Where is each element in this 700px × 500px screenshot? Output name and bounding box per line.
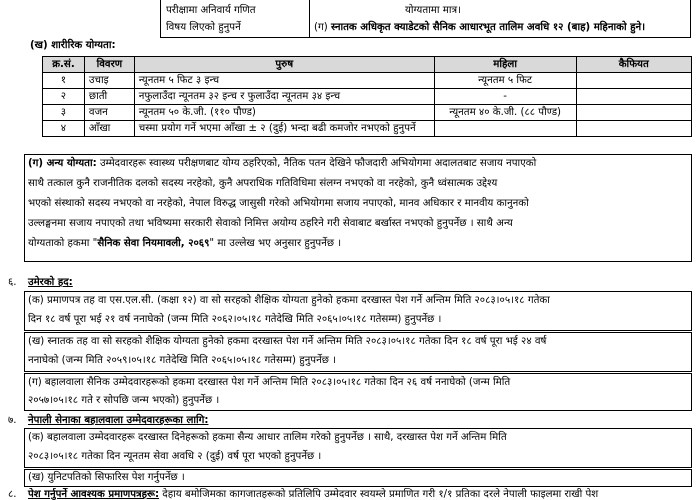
cell-detail: छाती: [84, 89, 134, 105]
header-female: महिला: [434, 57, 576, 73]
other-qual-line-2: साथै तत्काल कुनै राजनीतिक दलको सदस्य नरहेको, कुनै अपराधिक गतिविधिमा संलग्न नभएको वा नरहेको, कुनै ध्वंसात्मक उद्देश्य: [28, 178, 498, 189]
other-qual-last-bold: सैनिक सेवा नियमावली, २०६९: [97, 238, 210, 249]
physical-table-header: [43, 57, 692, 73]
army-b-line: (ख) युनिटपतिको सिफारिस पेश गर्नुपर्नेछ ।: [28, 472, 185, 483]
other-qual-last-prefix: योग्यताको हकमा ": [28, 238, 98, 249]
cell-remarks: [576, 89, 691, 105]
section-8-heading: पेश गर्नुपर्ने आवश्यक प्रमाणपत्रहरू:: [28, 489, 160, 500]
cell-sn: १: [43, 73, 85, 89]
cell-male: न्यूनतम ५ फिट ३ इन्च: [134, 73, 434, 89]
physical-heading: (ख) शारीरिक योग्यता:: [30, 40, 116, 51]
army-a-line-1: (क) बहालवाला उम्मेदवारहरू दरखास्त दिनेहरूको हकमा सैन्य आधार तालिम गरेको हुनुपर्नेछ । साथै, दरखास्त पेश गर्ने अन्तिम मिति: [28, 432, 507, 443]
top-left-line-1: परीक्षामा अनिवार्य गणित: [166, 5, 256, 16]
section-8-text-1: देहाय बमोजिमका कागजातहरूको प्रतिलिपि उम्मेदवार स्वयम्ले प्रमाणित गरी १/१ प्रतिका दरले नेपाली फाइलमा राखी पेश: [162, 489, 599, 500]
header-remarks: कैफियत: [576, 57, 691, 73]
top-right-line-2: [314, 21, 645, 35]
top-right-line-1: योग्यतामा मात्र।: [405, 5, 461, 16]
cell-female: -: [434, 89, 576, 105]
cell-sn: ३: [43, 105, 85, 121]
cell-female: [434, 121, 576, 137]
army-a-line-2: २०८३।०५।१८ गतेका दिन न्यूनतम सेवा अवधि २ (दुई) वर्ष पूरा भएको हुनुपर्नेछ ।: [28, 451, 322, 462]
header-detail: विवरण: [84, 57, 134, 73]
section-7-heading: नेपाली सेनाका बहालवाला उम्मेदवारहरूका लागि:: [28, 415, 209, 426]
section-8-number: ८.: [8, 489, 17, 500]
section-8-line-1: [28, 488, 598, 500]
top-right-prefix: (ग): [314, 22, 331, 33]
cell-female: न्यूनतम ४० के.जी. (८८ पौण्ड): [434, 105, 576, 121]
table-row: [43, 73, 692, 89]
age-c-line-2: २०५७।०५।१८ गते र सोपछि जन्म भएको) हुनुपर्नेछ ।: [28, 395, 220, 406]
cell-male: न्यूनतम ५० के.जी. (११० पौण्ड): [134, 105, 434, 121]
other-qual-last-suffix: " मा उल्लेख भए अनुसार हुनुपर्नेछ ।: [209, 238, 342, 249]
cell-male: चस्मा प्रयोग गर्ने भएमा आँखा ± २ (दुई) भन्दा बढी कमजोर नभएको हुनुपर्ने: [134, 121, 434, 137]
header-sn: क्र.सं.: [43, 57, 85, 73]
age-a-line-1: (क) प्रमाणपत्र तह वा एस.एल.सी. (कक्षा १२) वा सो सरहको शैक्षिक योग्यता हुनेको हकमा दरखास्त पेश गर्ने अन्तिम मिति २०८३।०५।१८ गतेका: [28, 295, 550, 306]
cell-detail: उचाइ: [84, 73, 134, 89]
cell-remarks: [576, 105, 691, 121]
table-row: [43, 121, 692, 137]
age-b-line-1: (ख) स्नातक तह वा सो सरहको शैक्षिक योग्यता हुनेको हकमा दरखास्त पेश गर्ने अन्तिम मिति २०८३।०५।१८ गतेका दिन १८ वर्ष पूरा भई २४ वर्ष: [28, 336, 547, 347]
age-a-line-2: दिन १८ वर्ष पूरा भई २१ वर्ष ननाघेको (जन्म मिति २०६२।०५।१८ गतेदेखि मिति २०६५।०५।१८ गतेसम्म) हुनुपर्नेछ ।: [28, 314, 442, 325]
table-row: [43, 105, 692, 121]
other-qual-line-5: [28, 237, 341, 251]
physical-table: [42, 56, 692, 137]
other-qual-line-1: [28, 157, 536, 171]
cell-male: नफुलाउँदा न्यूनतम ३२ इन्च र फुलाउँदा न्यूनतम ३४ इन्च: [134, 89, 434, 105]
other-qual-line-3: भएको संस्थाको सदस्य नभएको वा नरहेको, नेपाल विरुद्ध जासुसी गरेको अभियोगमा सजाय नपाएको, मानव अधिकार र मानवीय कानुनको: [28, 198, 529, 209]
header-male: पुरुष: [134, 57, 434, 73]
cell-remarks: [576, 121, 691, 137]
section-7-number: ७.: [8, 415, 17, 426]
age-b-line-2: ननाघेको (जन्म मिति २०५९।०५।१८ गतेदेखि मिति २०६५।०५।१८ गतेसम्म) हुनुपर्नेछ ।: [28, 355, 336, 366]
section-6-heading: उमेरको हद:: [28, 277, 73, 288]
other-qual-text-1: उम्मेदवारहरू स्वास्थ्य परीक्षणबाट योग्य ठहरिएको, नैतिक पतन देखिने फौजदारी अभियोगमा अदालतबाट सजाय नपाएको: [99, 158, 537, 169]
other-qual-line-4: उल्लङ्घनमा सजाय नपाएको तथा भविष्यमा सरकारी सेवाको निमित्त अयोग्य ठहरिने गरी सेवाबाट बर्खास्त नभएको हुनुपर्नेछ । साथै अन्य: [28, 218, 513, 229]
cell-detail: वजन: [84, 105, 134, 121]
top-right-bold: स्नातक अधिकृत क्याडेटको सैनिक आधारभूत तालिम अवधि १२ (बाह) महिनाको हुने।: [330, 22, 646, 33]
cell-sn: २: [43, 89, 85, 105]
other-qual-label: (ग) अन्य योग्यता:: [28, 158, 97, 169]
table-row: [43, 89, 692, 105]
cell-detail: आँखा: [84, 121, 134, 137]
cell-remarks: [576, 73, 691, 89]
section-6-number: ६.: [8, 277, 17, 288]
age-c-line-1: (ग) बहालवाला सैनिक उम्मेदवारहरूको हकमा दरखास्त पेश गर्ने अन्तिम मिति २०८३।०५।१८ गतेका दिन २६ वर्ष ननाघेको (जन्म मिति: [28, 377, 511, 388]
cell-female: न्यूनतम ५ फिट: [434, 73, 576, 89]
top-left-line-2: विषय लिएको हुनुपर्ने: [166, 22, 241, 33]
section-8-clip: [0, 488, 700, 500]
cell-sn: ४: [43, 121, 85, 137]
